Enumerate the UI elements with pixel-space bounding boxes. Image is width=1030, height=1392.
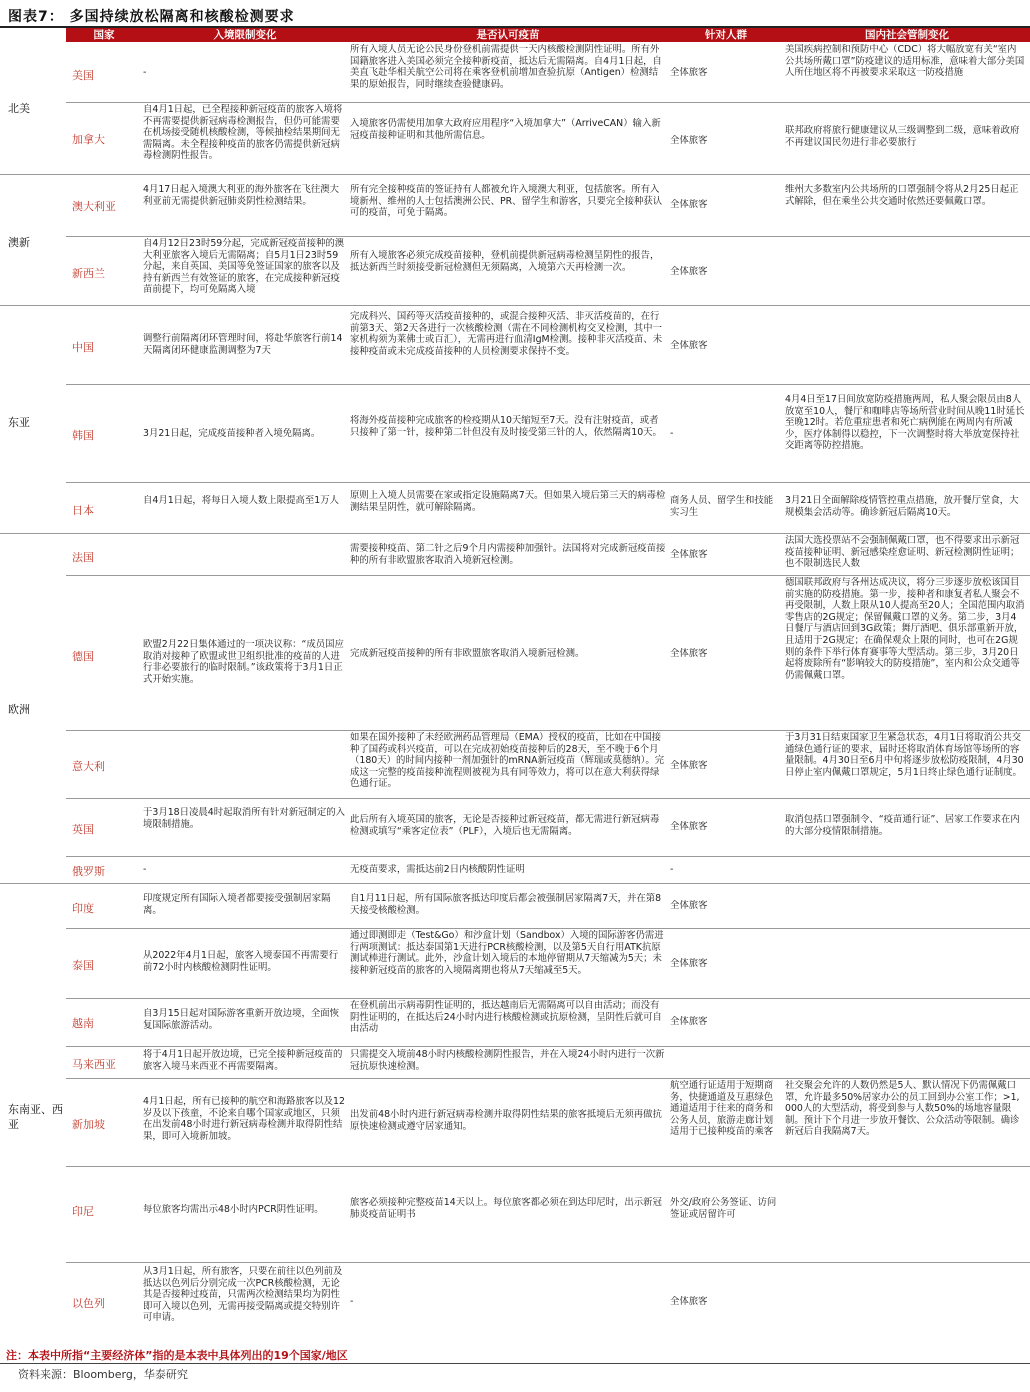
domestic-cell: 维州大多数室内公共场所的口罩强制令将从2月25日起正式解除，但在乘坐公共交通时依然还要佩戴口罩。	[785, 184, 1019, 207]
entry-cell: 印度规定所有国际入境者都要接受强制居家隔离。	[143, 893, 331, 916]
domestic-cell: 3月21日全面解除疫情管控重点措施，放开餐厅堂食，大规模集会活动等。确诊新冠后隔离10天。	[785, 495, 1019, 518]
vaccine-cell: 原则上入境人员需要在家或指定设施隔离7天。但如果入境后第三天的病毒检测结果呈阴性，就可解除隔离。	[350, 490, 666, 513]
row-divider	[66, 1262, 1030, 1263]
target-cell: 外交/政府公务签证、访问签证或居留许可	[670, 1197, 777, 1220]
header-target: 针对人群	[705, 29, 747, 41]
entry-cell: -	[143, 67, 147, 78]
vaccine-cell: 只需提交入境前48小时内核酸检测阴性报告，并在入境24小时内进行一次新冠抗原快速检测。	[350, 1049, 665, 1072]
domestic-cell: 4月4日至17日间放宽防疫措施两周，私人聚会限员由8人放宽至10人，餐厅和咖啡店等场所营业时间从晚11时延长至晚12时。若危重症患者和死亡病例能在两周内有所减少，医疗体制得以稳控，下一次调整时将大举放宽保持社交距离等防控措施。	[785, 394, 1025, 452]
country-name: 美国	[72, 69, 94, 82]
vaccine-cell: 如果在国外接种了未经欧洲药品管理局（EMA）授权的疫苗，比如在中国接种了国药或科兴疫苗，可以在完成初始疫苗接种后的28天，至不晚于6个月（180天）的时间内接种一剂加强针的mRNA新冠疫苗（辉瑞或莫德纳）。完成这一完整的疫苗接种流程则被视为具有同等效力，将可以在意大利获得绿色通行证。	[350, 732, 665, 790]
country-name: 泰国	[72, 959, 94, 972]
header-domestic: 国内社会管制变化	[865, 29, 949, 41]
source-text: 资料来源：Bloomberg，华泰研究	[18, 1368, 188, 1381]
header-entry: 入境限制变化	[213, 29, 277, 41]
vaccine-cell: 无疫苗要求，需抵达前2日内核酸阴性证明	[350, 864, 525, 875]
domestic-cell: 于3月31日结束国家卫生紧急状态，4月1日将取消公共交通绿色通行证的要求，届时还将取消体育场馆等场所的容量限制。4月30日至6月中旬将逐步放松防疫限制，4月30日停止室内佩戴口罩规定，5月1日终止绿色通行证制度。	[785, 732, 1024, 778]
row-divider	[66, 798, 1030, 799]
vaccine-cell: 此后所有入境英国的旅客，无论是否接种过新冠疫苗，都无需进行新冠病毒检测或填写“乘客定位表”（PLF），入境后也无需隔离。	[350, 814, 660, 837]
region-divider	[0, 883, 1030, 884]
vaccine-cell: 出发前48小时内进行新冠病毒检测并取得阴性结果的旅客抵境后无须再做抗原快速检测或遵守居家通知。	[350, 1109, 662, 1132]
target-cell: 全体旅客	[670, 648, 708, 659]
row-divider	[66, 1166, 1030, 1167]
vaccine-cell: 将海外疫苗接种完成旅客的检疫期从10天缩短至7天。没有注射疫苗，或者只接种了第一针，接种第二针但没有及时接受第三针的人，依然隔离10天。	[350, 415, 662, 438]
row-divider	[66, 730, 1030, 731]
vaccine-cell: 所有入境旅客必须完成疫苗接种，登机前提供新冠病毒检测呈阴性的报告，抵达新西兰时须接受新冠检测但无须隔离，入境第六天再检测一次。	[350, 250, 660, 273]
domestic-cell: 美国疾病控制和预防中心（CDC）将大幅放宽有关“室内公共场所戴口罩”防疫建议的适用标准，意味着大部分美国人所住地区将不再被要求采取这一防疫措施	[785, 44, 1025, 79]
target-cell: 航空通行证适用于短期商务，快捷通道及互惠绿色通道适用于往来的商务和公务人员，旅游走廊计划适用于已接种疫苗的乘客	[670, 1080, 774, 1138]
target-cell: -	[670, 428, 674, 439]
entry-cell: 欧盟2月22日集体通过的一项决议称：“成员国应取消对接种了欧盟或世卫组织批准的疫苗的人进行非必要旅行的临时限制。”该政策将于3月1日正式开始实施。	[143, 639, 344, 685]
target-cell: -	[670, 864, 674, 875]
table-header	[66, 28, 1030, 42]
footnote: 注：本表中所指“主要经济体”指的是本表中具体列出的19个国家/地区	[6, 1349, 348, 1362]
entry-cell: 从3月1日起，所有旅客，只要在前往以色列前及抵达以色列后分别完成一次PCR核酸检测，无论其是否接种过疫苗，只需两次检测结果均为阴性即可入境以色列，无需再接受隔离或提交特别许可申请。	[143, 1266, 343, 1324]
entry-cell: 调整行前隔离闭环管理时间，将赴华旅客行前14天隔离闭环健康监测调整为7天	[143, 333, 343, 356]
vaccine-cell: 通过即测即走（Test&Go）和沙盒计划（Sandbox）入境的国际游客仍需进行两项测试：抵达泰国第1天进行PCR核酸检测，以及第5天自行用ATK抗原测试棒进行测试。此外，沙盒计划入境后的本地停留期从7天缩减为5天；未接种新冠疫苗的旅客的入境隔离期也将从7天缩减至5天。	[350, 930, 664, 976]
domestic-cell: 法国大选投票站不会强制佩戴口罩，也不得要求出示新冠疫苗接种证明、新冠感染痊愈证明、新冠检测阴性证明；也不限制选民人数	[785, 535, 1020, 570]
region-label: 北美	[8, 102, 30, 115]
country-name: 以色列	[72, 1297, 105, 1310]
entry-cell: 每位旅客均需出示48小时内PCR阴性证明。	[143, 1204, 324, 1215]
target-cell: 全体旅客	[670, 760, 708, 771]
country-name: 加拿大	[72, 133, 105, 146]
vaccine-cell: 所有完全接种疫苗的签证持有人都被允许入境澳大利亚，包括旅客。所有入境新州、维州的人士包括澳洲公民、PR、留学生和游客，只要完全接种获认可的疫苗，可免于隔离。	[350, 184, 663, 219]
region-divider	[0, 305, 1030, 306]
country-name: 法国	[72, 551, 94, 564]
country-name: 日本	[72, 504, 94, 517]
region-divider	[0, 533, 1030, 534]
region-label: 东南亚、西亚	[8, 1103, 63, 1131]
vaccine-cell: 所有入境人员无论公民身份登机前需提供一天内核酸检测阴性证明。所有外国籍旅客进入美国必须完全接种新疫苗，抵达后无需隔离。自4月1日起，自美直飞赴华相关航空公司将在乘客登机前增加查验抗原（Antigen）检测结果的原始报告，同时继续查验健康码。	[350, 44, 662, 90]
region-label: 欧洲	[8, 703, 30, 716]
target-cell: 全体旅客	[670, 135, 708, 146]
target-cell: 全体旅客	[670, 1016, 708, 1027]
region-label: 澳新	[8, 236, 30, 249]
row-divider	[66, 928, 1030, 929]
vaccine-cell: 在登机前出示病毒阴性证明的，抵达越南后无需隔离可以自由活动；而没有阴性证明的，在抵达后24小时内进行核酸检测或抗原检测，呈阴性后就可自由活动	[350, 1000, 662, 1035]
row-divider	[66, 482, 1030, 483]
entry-cell: 于3月18日凌晨4时起取消所有针对新冠制定的入境限制措施。	[143, 807, 345, 830]
country-name: 韩国	[72, 429, 94, 442]
vaccine-cell: 入境旅客仍需使用加拿大政府应用程序“入境加拿大”（ArriveCAN）输入新冠疫苗接种证明和其他所需信息。	[350, 118, 661, 141]
vaccine-cell: 需要接种疫苗、第二针之后9个月内需接种加强针。法国将对完成新冠疫苗接种的所有非欧盟旅客取消入境新冠检测。	[350, 543, 666, 566]
entry-cell: 自3月15日起对国际游客重新开放边境，全面恢复国际旅游活动。	[143, 1008, 340, 1031]
header-country: 国家	[93, 29, 115, 41]
footer-divider	[0, 1363, 1030, 1364]
entry-cell: 3月21日起，完成疫苗接种者入境免隔离。	[143, 428, 321, 439]
vaccine-cell: 旅客必须接种完整疫苗14天以上。每位旅客都必须在到达印尼时，出示新冠肺炎疫苗证明书	[350, 1197, 662, 1220]
country-name: 俄罗斯	[72, 865, 105, 878]
row-divider	[66, 102, 1030, 103]
entry-cell: 将于4月1日起开放边境，已完全接种新冠疫苗的旅客入境马来西亚不再需要隔离。	[143, 1049, 343, 1072]
country-name: 新加坡	[72, 1118, 105, 1131]
vaccine-cell: 完成科兴、国药等灭活疫苗接种的，或混合接种灭活、非灭活疫苗的，在行前第3天、第2天各进行一次核酸检测（需在不同检测机构交叉检测，其中一家机构须为莱佛士或百汇），无需再进行血清IgM检测。接种非灭活疫苗、未接种疫苗或未完成疫苗接种的人员检测要求保持不变。	[350, 311, 663, 357]
target-cell: 全体旅客	[670, 549, 708, 560]
row-divider	[66, 575, 1030, 576]
row-divider	[66, 384, 1030, 385]
target-cell: 全体旅客	[670, 821, 708, 832]
country-name: 德国	[72, 650, 94, 663]
entry-cell: 从2022年4月1日起，旅客入境泰国不再需要行前72小时内核酸检测阴性证明。	[143, 950, 339, 973]
target-cell: 全体旅客	[670, 900, 708, 911]
domestic-cell: 取消包括口罩强制令、“疫苗通行证”、居家工作要求在内的大部分疫情限制措施。	[785, 814, 1020, 837]
entry-cell: 自4月1日起，已全程接种新冠疫苗的旅客入境将不再需要提供新冠病毒检测报告，但仍可能需要在机场接受随机核酸检测，等候抽检结果期间无需隔离。未全程接种疫苗的旅客仍需提供新冠病毒检测阴性报告。	[143, 104, 343, 162]
target-cell: 全体旅客	[670, 67, 708, 78]
page-title: 图表7： 多国持续放松隔离和核酸检测要求	[8, 9, 295, 25]
target-cell: 商务人员、留学生和技能实习生	[670, 495, 774, 518]
domestic-cell: 德国联邦政府与各州达成决议，将分三步逐步放松该国目前实施的防疫措施。第一步，接种者和康复者私人聚会不再受限制，人数上限从10人提高至20人；全国范围内取消零售店的2G规定；保留佩戴口罩的义务。第二步，3月4日餐厅与酒店回到3G政策；舞厅酒吧、俱乐部重新开放，且适用于2G规定；在确保观众上限的同时，也可在2G规则的条件下举行体育赛事等大型活动。第三步，3月20日起将废除所有“影响较大的防疫措施”，室内和公众交通等仍需佩戴口罩。	[785, 577, 1025, 681]
row-divider	[66, 236, 1030, 237]
row-divider	[66, 856, 1030, 857]
vaccine-cell: -	[350, 1296, 354, 1307]
domestic-cell: 社交聚会允许的人数仍然是5人、默认情况下仍需佩戴口罩，允许最多50%居家办公的员工回到办公室工作；>1,000人的大型活动，将受到参与人数50%的场地容量限制。预计下个月进一步放开餐饮、公众活动等限制。确诊新冠后自我隔离7天。	[785, 1080, 1020, 1138]
entry-cell: 自4月12日23时59分起，完成新冠疫苗接种的澳大利亚旅客入境后无需隔离；自5月1日23时59分起，来自英国、美国等免签证国家的旅客以及持有新西兰有效签证的旅客，在完成接种新冠疫苗前提下，均可免隔离入境	[143, 238, 345, 296]
country-name: 澳大利亚	[72, 200, 116, 213]
country-name: 意大利	[72, 760, 105, 773]
vaccine-cell: 自1月11日起，所有国际旅客抵达印度后都会被强制居家隔离7天，并在第8天接受核酸检测。	[350, 893, 662, 916]
country-name: 中国	[72, 341, 94, 354]
country-name: 新西兰	[72, 267, 105, 280]
country-name: 马来西亚	[72, 1058, 116, 1071]
country-name: 越南	[72, 1017, 94, 1030]
row-divider	[66, 998, 1030, 999]
target-cell: 全体旅客	[670, 958, 708, 969]
region-label: 东亚	[8, 416, 30, 429]
country-name: 英国	[72, 823, 94, 836]
entry-cell: 自4月1日起，将每日入境人数上限提高至1万人	[143, 495, 340, 506]
entry-cell: 4月1日起，所有已接种的航空和海路旅客以及12岁及以下孩童，不论来自哪个国家或地区，只须在出发前48小时进行新冠病毒检测并取得阴性结果，即可入境新加坡。	[143, 1096, 345, 1142]
target-cell: 全体旅客	[670, 266, 708, 277]
target-cell: 全体旅客	[670, 1296, 708, 1307]
country-name: 印度	[72, 902, 94, 915]
row-divider	[66, 1078, 1030, 1079]
entry-cell: -	[143, 864, 147, 875]
row-divider	[66, 1046, 1030, 1047]
entry-cell: 4月17日起入境澳大利亚的海外旅客在飞往澳大利亚前无需提供新冠肺炎阴性检测结果。	[143, 184, 340, 207]
domestic-cell: 联邦政府将旅行健康建议从三级调整到二级，意味着政府不再建议国民勿进行非必要旅行	[785, 125, 1020, 148]
country-name: 印尼	[72, 1205, 94, 1218]
target-cell: 全体旅客	[670, 199, 708, 210]
region-divider	[0, 174, 1030, 175]
target-cell: 全体旅客	[670, 340, 708, 351]
vaccine-cell: 完成新冠疫苗接种的所有非欧盟旅客取消入境新冠检测。	[350, 648, 585, 659]
header-vaccine: 是否认可疫苗	[476, 29, 540, 41]
